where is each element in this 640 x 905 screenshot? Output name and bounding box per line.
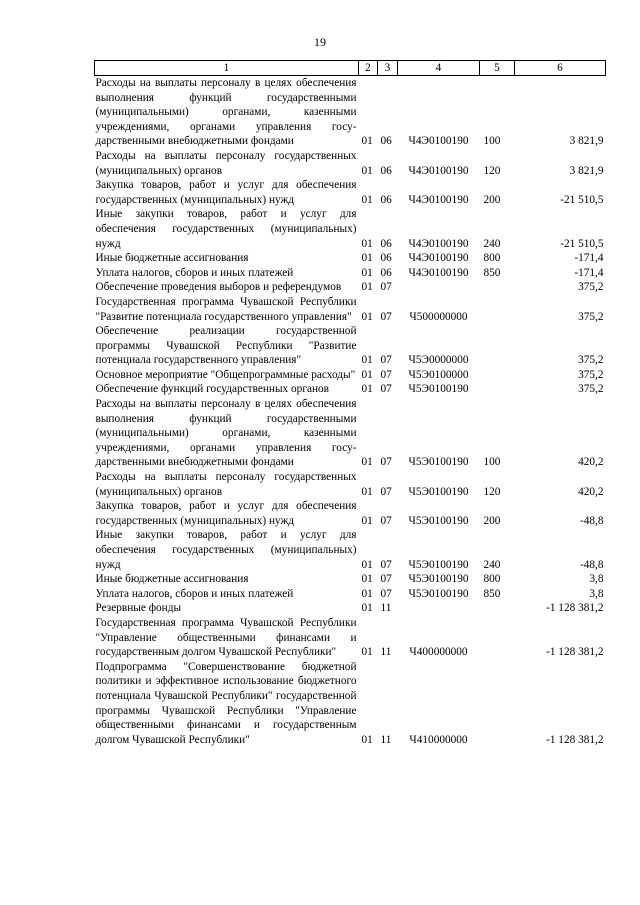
row-section: 01 [361,573,373,586]
row-name: Обеспечение функций государственных органов [95,383,330,396]
row-section: 01 [361,354,373,367]
row-name: Уплата налогов, сборов и иных платежей [95,266,294,279]
row-amount: 3 821,9 [569,135,604,148]
table-row [95,251,606,266]
row-amount: 420,2 [578,456,604,469]
row-target-article: Ч5Э0100190 [408,587,469,600]
table-header [95,61,606,76]
row-section: 01 [361,237,373,250]
row-expense-type: 200 [483,514,501,527]
row-section: 01 [361,310,373,323]
row-target-article: Ч5Э0100190 [408,485,469,498]
header-col-4: 4 [398,61,480,76]
table-row [95,660,606,748]
row-target-article: Ч5Э0100190 [408,558,469,571]
table-row [95,295,606,324]
row-amount: -48,8 [579,514,604,527]
row-expense-type [480,616,515,660]
row-target-article: Ч5Э0100000 [408,368,469,381]
row-amount: 3 821,9 [569,164,604,177]
row-name: Подпрограмма "Совершенствование бюджетной политики и эффективное использование бюджетного потенциала Чувашской Республики" государственной программы Чувашской Республики "Управление общественными финансами и государственным долгом Чувашской Республики" [95,660,357,746]
table-row [95,266,606,281]
row-name: Расходы на выплаты персоналу в целях обеспечения выполнения функций государственными (муниципальными) органами, казенными учреждениями, органами управления государственными внебюджетными фондами [95,77,357,148]
row-name: Уплата налогов, сборов и иных платежей [95,587,294,600]
row-section: 01 [361,558,373,571]
row-expense-type [480,601,515,616]
table-row [95,470,606,499]
row-target-article: Ч4Э0100190 [408,252,469,265]
row-target-article: Ч4Э0100190 [408,237,469,250]
row-section: 01 [361,281,373,294]
table-row [95,572,606,587]
row-name: Основное мероприятие "Общепрограммные расходы" [95,368,356,381]
row-subsection: 07 [380,456,392,469]
row-subsection: 06 [380,135,392,148]
row-subsection: 06 [380,237,392,250]
table-row [95,368,606,383]
budget-table [94,60,606,747]
row-subsection: 06 [380,193,392,206]
header-col-3: 3 [378,61,398,76]
row-name: Резервные фонды [95,602,182,615]
table-row [95,149,606,178]
row-expense-type: 100 [483,456,501,469]
row-name: Закупка товаров, работ и услуг для обеспечения государственных (муниципальных) нужд [95,179,357,206]
row-name: Иные бюджетные ассигнования [95,252,249,265]
row-target-article: Ч5Э0100190 [408,456,469,469]
row-section: 01 [361,368,373,381]
row-expense-type: 240 [483,558,501,571]
row-expense-type: 850 [483,266,501,279]
table-row [95,528,606,572]
row-subsection: 07 [380,368,392,381]
row-target-article: Ч5Э0000000 [408,354,469,367]
table-row [95,397,606,470]
row-section: 01 [361,266,373,279]
row-amount: 375,2 [578,368,604,381]
row-amount: 420,2 [578,485,604,498]
row-subsection: 06 [380,266,392,279]
row-amount: 375,2 [578,310,604,323]
table-row [95,324,606,368]
row-expense-type [480,660,515,748]
row-section: 01 [361,164,373,177]
table-row [95,76,606,149]
row-subsection: 07 [380,587,392,600]
row-subsection: 11 [380,646,392,659]
row-name: Иные закупки товаров, работ и услуг для обеспечения государственных (муниципальных) нужд [95,529,357,571]
row-subsection: 06 [380,164,392,177]
row-name: Государственная программа Чувашской Республики "Развитие потенциала государственного управления" [95,295,357,323]
row-subsection: 07 [380,310,392,323]
row-amount: -1 128 381,2 [546,602,604,615]
row-target-article [398,601,480,616]
table-row [95,382,606,397]
table-row [95,499,606,528]
row-amount: -171,4 [574,266,604,279]
row-section: 01 [361,456,373,469]
row-subsection: 07 [380,573,392,586]
table-row [95,207,606,251]
row-expense-type: 800 [483,252,501,265]
row-section: 01 [361,383,373,396]
row-amount: -171,4 [574,252,604,265]
row-expense-type [480,295,515,324]
row-subsection: 11 [380,602,392,615]
row-name: Закупка товаров, работ и услуг для обеспечения государственных (муниципальных) нужд [95,500,357,527]
row-expense-type [480,368,515,383]
row-expense-type: 120 [483,485,501,498]
row-target-article: Ч400000000 [409,646,468,659]
row-name: Обеспечение реализации государственной программы Чувашской Республики "Развитие потенциала государственного управления" [95,325,357,367]
row-amount: -21 510,5 [560,193,604,206]
table-row [95,280,606,295]
row-amount: 375,2 [578,354,604,367]
header-col-6: 6 [515,61,606,76]
row-target-article: Ч4Э0100190 [408,164,469,177]
row-expense-type: 100 [483,135,501,148]
row-expense-type [480,382,515,397]
table-body [95,76,606,748]
row-name: Иные закупки товаров, работ и услуг для обеспечения государственных (муниципальных) нужд [95,208,357,250]
row-section: 01 [361,193,373,206]
row-target-article: Ч410000000 [409,733,468,746]
table-row [95,178,606,207]
row-subsection: 07 [380,485,392,498]
row-target-article: Ч5Э0100190 [408,573,469,586]
row-subsection: 06 [380,252,392,265]
row-section: 01 [361,252,373,265]
row-amount: -21 510,5 [560,237,604,250]
row-amount: -1 128 381,2 [546,646,604,659]
row-expense-type: 200 [483,193,501,206]
header-col-5: 5 [480,61,515,76]
header-col-1: 1 [95,61,359,76]
row-subsection: 07 [380,383,392,396]
row-subsection: 11 [380,733,392,746]
row-section: 01 [361,733,373,746]
row-section: 01 [361,602,373,615]
row-amount: 3,8 [589,587,604,600]
row-name: Расходы на выплаты персоналу государственных (муниципальных) органов [95,471,357,498]
row-target-article: Ч5Э0100190 [408,514,469,527]
row-target-article: Ч5Э0100190 [408,383,469,396]
row-section: 01 [361,587,373,600]
row-amount: -48,8 [579,558,604,571]
row-subsection: 07 [380,354,392,367]
row-amount: 375,2 [578,383,604,396]
row-target-article: Ч4Э0100190 [408,135,469,148]
row-expense-type: 240 [483,237,501,250]
row-name: Государственная программа Чувашской Республики "Управление общественными финансами и государственным долгом Чувашской Республики" [95,616,357,659]
header-col-2: 2 [359,61,378,76]
row-section: 01 [361,485,373,498]
row-amount: -1 128 381,2 [546,733,604,746]
row-subsection: 07 [380,281,392,294]
row-expense-type: 800 [483,573,501,586]
row-amount: 3,8 [589,573,604,586]
row-name: Расходы на выплаты персоналу в целях обеспечения выполнения функций государственными (муниципальными) органами, казенными учреждениями, органами управления государственными внебюджетными фондами [95,398,357,469]
row-expense-type [480,324,515,368]
table-row [95,616,606,660]
row-name: Расходы на выплаты персоналу государственных (муниципальных) органов [95,149,357,177]
table-row [95,587,606,602]
row-target-article: Ч4Э0100190 [408,266,469,279]
page-number: 19 [314,35,326,49]
row-expense-type: 850 [483,587,501,600]
row-section: 01 [361,514,373,527]
row-expense-type: 120 [483,164,501,177]
row-subsection: 07 [380,558,392,571]
row-subsection: 07 [380,514,392,527]
row-amount: 375,2 [578,281,604,294]
row-name: Обеспечение проведения выборов и референдумов [95,281,342,294]
row-expense-type [480,280,515,295]
table-row [95,601,606,616]
row-target-article [398,280,480,295]
row-target-article: Ч4Э0100190 [408,193,469,206]
row-name: Иные бюджетные ассигнования [95,573,249,586]
row-section: 01 [361,646,373,659]
row-section: 01 [361,135,373,148]
row-target-article: Ч500000000 [409,310,468,323]
